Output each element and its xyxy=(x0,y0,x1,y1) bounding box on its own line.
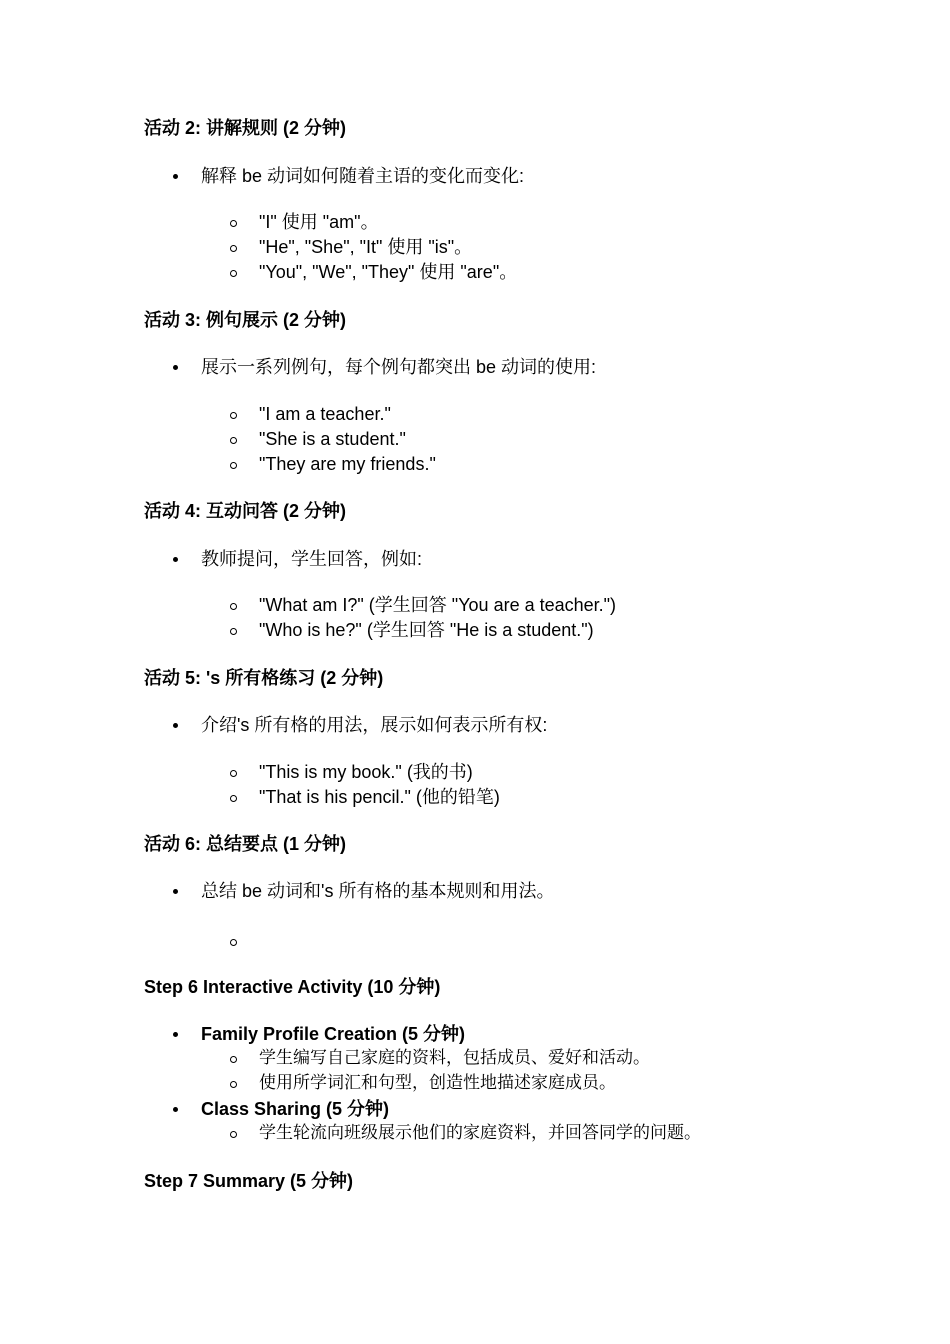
list-item: 展示一系列例句，每个例句都突出 be 动词的使用: xyxy=(201,357,597,377)
sub-list-item: "That is his pencil." (他的铅笔) xyxy=(259,787,500,807)
sub-list-item: "Who is he?" (学生回答 "He is a student.") xyxy=(259,620,594,640)
sub-list-item: 使用所学词汇和句型，创造性地描述家庭成员。 xyxy=(259,1073,616,1093)
section-heading: 活动 4: 互动问答 (2 分钟) xyxy=(144,501,347,521)
sub-list-item: "She is a student." xyxy=(259,429,406,449)
sub-list-item: "He", "She", "It" 使用 "is"。 xyxy=(259,237,473,257)
sub-list-item: "They are my friends." xyxy=(259,454,436,474)
sub-list-item: 学生编写自己家庭的资料，包括成员、爱好和活动。 xyxy=(259,1048,650,1068)
sub-list-item: "This is my book." (我的书) xyxy=(259,762,473,782)
section-heading: 活动 3: 例句展示 (2 分钟) xyxy=(144,310,347,330)
list-item: Family Profile Creation (5 分钟) xyxy=(201,1024,466,1044)
sub-list-item: "You", "We", "They" 使用 "are"。 xyxy=(259,262,518,282)
list-item: 教师提问，学生回答，例如: xyxy=(201,549,422,569)
step6-heading: Step 6 Interactive Activity (10 分钟) xyxy=(144,977,441,997)
sub-list-item: 学生轮流向班级展示他们的家庭资料，并回答同学的问题。 xyxy=(259,1123,701,1143)
list-item: Class Sharing (5 分钟) xyxy=(201,1099,390,1119)
section-heading: 活动 2: 讲解规则 (2 分钟) xyxy=(144,118,347,138)
sub-list-item: "I" 使用 "am"。 xyxy=(259,212,379,232)
list-item: 总结 be 动词和's 所有格的基本规则和用法。 xyxy=(201,881,555,901)
sub-list-item: "I am a teacher." xyxy=(259,404,391,424)
list-item: 解释 be 动词如何随着主语的变化而变化: xyxy=(201,166,525,186)
step7-heading: Step 7 Summary (5 分钟) xyxy=(144,1171,354,1191)
section-heading: 活动 5: 's 所有格练习 (2 分钟) xyxy=(144,668,384,688)
sub-list-item: "What am I?" (学生回答 "You are a teacher.") xyxy=(259,595,617,615)
list-item: 介绍's 所有格的用法，展示如何表示所有权: xyxy=(201,715,548,735)
section-heading: 活动 6: 总结要点 (1 分钟) xyxy=(144,834,347,854)
